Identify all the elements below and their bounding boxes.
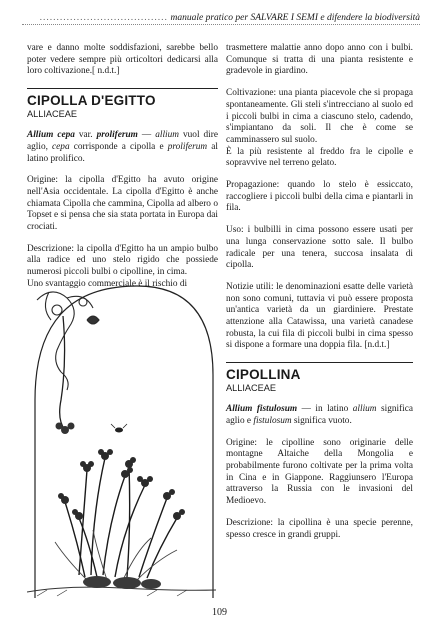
origin-label: Origine bbox=[226, 437, 255, 448]
notes-paragraph: Notizie utili: le denominazioni esatte delle varietà non sono comuni, tuttavia vi può essere proposta un'antica varietà da un giardiniere. Prestate attenzione alla Catawissa, una varietà canadese robusta, la cui fila di piccoli bulbi in cima spesso si dispone a formare una doppia fila. [n.d.t.] bbox=[226, 281, 414, 351]
left-intro-paragraph: vare e danno molte soddisfazioni, sarebbe bello poter vedere sempre più orticoltori dedicarsi alla loro coltivazione.[ n.d.t.] bbox=[27, 43, 218, 77]
section-title-cipolla-egitto: CIPOLLA D'EGITTO bbox=[27, 93, 156, 109]
latin-name-paragraph: Allium cepa var. proliferum — allium vuol dire aglio, cepa corrisponde a cipolla e proliferum al latino prolifico. bbox=[27, 130, 218, 164]
section-divider bbox=[27, 88, 218, 89]
notes-label: Notizie utili bbox=[226, 281, 271, 292]
description-paragraph: Descrizione: la cipolla d'Egitto ha un ampio bulbo alla radice ed uno stelo rigido che possiede numerosi piccoli bulbi o cipolline, in cima. bbox=[27, 243, 218, 278]
family-label: ALLIACEAE bbox=[27, 109, 78, 120]
latin-name: Allium fistulosum bbox=[226, 404, 298, 415]
propagation-label: Propagazione bbox=[226, 180, 277, 191]
origin-label: Origine bbox=[27, 175, 56, 186]
cultivation-paragraph: Coltivazione: una pianta piacevole che si propaga spontaneamente. Gli steli s'intrecciano al suolo ed i piccoli bulbi in cima a ciascuno stelo, cadendo, s'impiantano da soli. Il che è come se camminassero sul suolo. bbox=[226, 88, 413, 145]
origin-paragraph: Origine: le cipolline sono originarie delle montagne Altaiche della Mongolia e probabilmente furono coltivate per la prima volta in Cina e in Giappone. Raggiunsero l'Europa attraverso la Russia con le invasioni del Medioevo. bbox=[226, 437, 413, 507]
cultivation-paragraph-2: È la più resistente al freddo fra le cipolle e sopravvive nel terreno gelato. bbox=[226, 146, 413, 169]
header-title: manuale pratico per SALVARE I SEMI e difendere la biodiversità bbox=[170, 13, 420, 23]
origin-paragraph: Origine: la cipolla d'Egitto ha avuto origine nell'Asia occidentale. La cipolla d'Egitto è anche chiamata Cipolla che cammina, Cipolla ad albero o Topset e si pensa che sia stata portata in Europa dai crociati. bbox=[27, 175, 218, 233]
section-title-cipollina: CIPOLLINA bbox=[226, 367, 301, 383]
use-label: Uso bbox=[226, 225, 241, 236]
description-label: Descrizione bbox=[27, 243, 72, 254]
running-header bbox=[22, 13, 420, 25]
use-paragraph: Uso: i bulbilli in cima possono essere usati per una lunga conservazione sotto sale. Il bulbo radicale per una tenera, succosa insalata di cipolla. bbox=[226, 225, 413, 271]
propagation-paragraph: Propagazione: quando lo stelo è essiccato, raccogliere i piccoli bulbi della cima e piantarli in fila. bbox=[226, 180, 413, 214]
description-continuation: Uno svantaggio commerciale è il rischio di bbox=[27, 278, 188, 289]
left-column bbox=[27, 43, 218, 301]
description-paragraph: Descrizione: la cipollina è una specie perenne, spesso cresce in grandi gruppi. bbox=[226, 517, 413, 540]
right-column bbox=[226, 43, 413, 551]
latin-name: Allium cepa bbox=[27, 130, 75, 141]
section-divider bbox=[226, 362, 413, 363]
right-intro-paragraph: trasmettere malattie anno dopo anno con i bulbi. Comunque si tratta di una pianta resistente e gradevole in giardino. bbox=[226, 43, 413, 77]
description-label: Descrizione bbox=[226, 517, 271, 528]
onion-plant-illustration bbox=[27, 280, 216, 598]
latin-name-paragraph: Allium fistulosum — in latino allium significa aglio e fistulosum significa vuoto. bbox=[226, 404, 414, 426]
cultivation-label: Coltivazione bbox=[226, 88, 274, 99]
family-label: ALLIACEAE bbox=[226, 383, 277, 394]
page-number: 109 bbox=[212, 607, 227, 618]
header-dots: ...................................... bbox=[39, 13, 169, 23]
